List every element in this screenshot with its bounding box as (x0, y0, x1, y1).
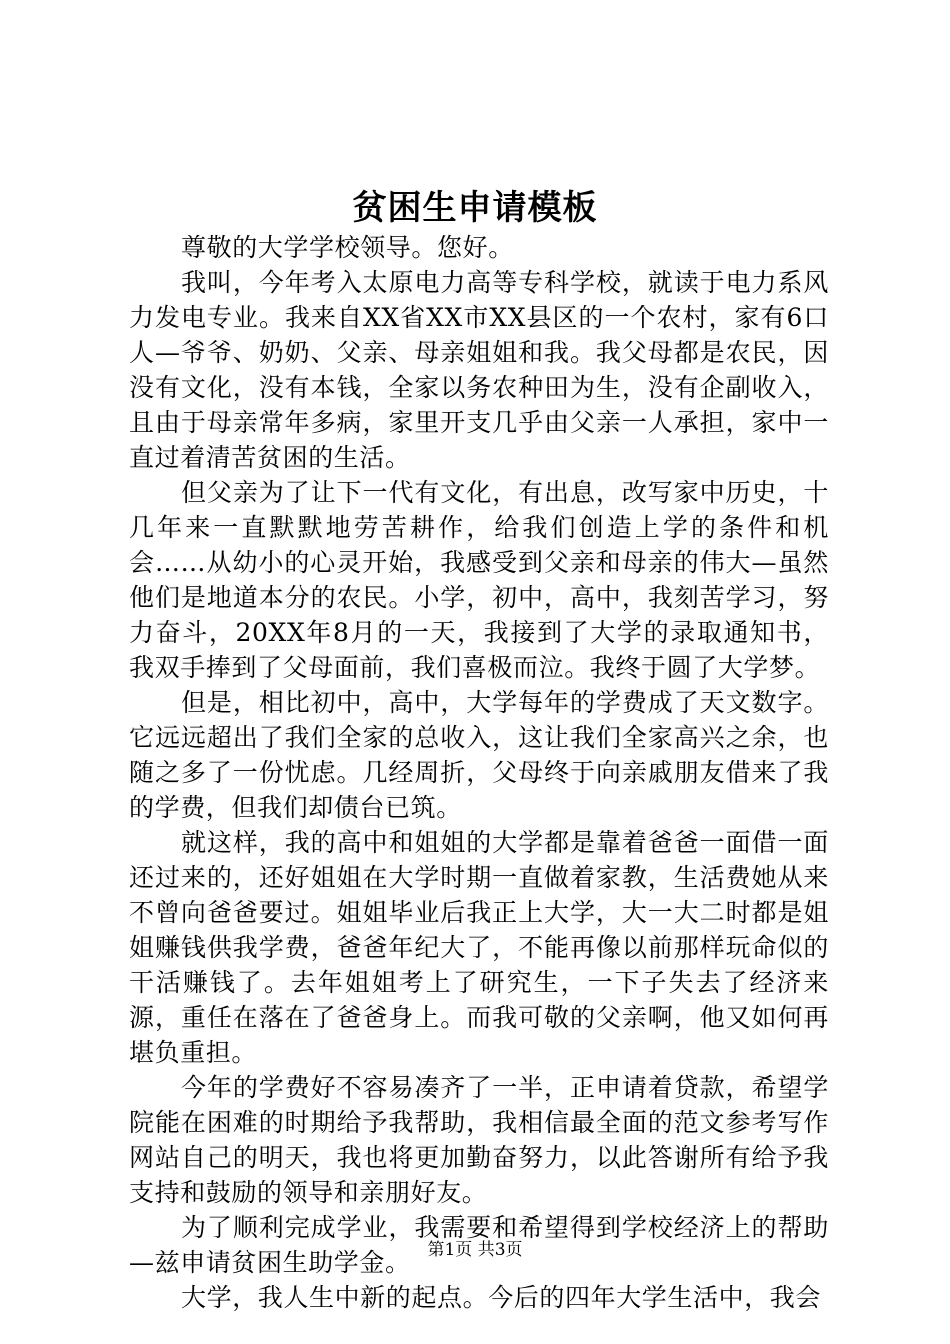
paragraph-application: 为了顺利完成学业，我需要和希望得到学校经济上的帮助—兹申请贫困生助学金。 (129, 1213, 829, 1277)
paragraph-family-background: 我叫，今年考入太原电力高等专科学校，就读于电力系风力发电专业。我来自XX省XX市XX县区的一个农村，家有6口人—爷爷、奶奶、父亲、母亲姐姐和我。我父母都是农民，因没有文化，没有本钱，全家以务农种田为生，没有企副收入，且由于母亲常年多病，家里开支几乎由父亲一人承担，家中一直过着清苦贫困的生活。 (129, 268, 829, 472)
document-body (129, 230, 829, 1315)
paragraph-greeting: 尊敬的大学学校领导。您好。 (181, 233, 514, 262)
paragraph-tuition-burden: 但是，相比初中，高中，大学每年的学费成了天文数字。它远远超出了我们全家的总收入，这让我们全家高兴之余，也随之多了一份忧虑。几经周折，父母终于向亲戚朋友借来了我的学费，但我们却债台已筑。 (129, 688, 829, 822)
page-number-footer: 第1页 共3页 (427, 1240, 523, 1260)
paragraph-new-start: 大学，我人生中新的起点。今后的四年大学生活中，我会 (181, 1283, 822, 1312)
paragraph-father-effort: 但父亲为了让下一代有文化，有出息，改写家中历史，十几年来一直默默地劳苦耕作，给我们创造上学的条件和机会……从幼小的心灵开始，我感受到父亲和母亲的伟大—虽然他们是地道本分的农民。小学，初中，高中，我刻苦学习，努力奋斗，20XX年8月的一天，我接到了大学的录取通知书，我双手捧到了父母面前，我们喜极而泣。我终于圆了大学梦。 (129, 478, 829, 682)
paragraph-sister-support: 就这样，我的高中和姐姐的大学都是靠着爸爸一面借一面还过来的，还好姐姐在大学时期一直做着家教，生活费她从来不曾向爸爸要过。姐姐毕业后我正上大学，大一大二时都是姐姐赚钱供我学费，爸爸年纪大了，不能再像以前那样玩命似的干活赚钱了。去年姐姐考上了研究生，一下子失去了经济来源，重任在落在了爸爸身上。而我可敬的父亲啊，他又如何再堪负重担。 (129, 828, 829, 1067)
paragraph-request-help: 今年的学费好不容易凑齐了一半，正申请着贷款，希望学院能在困难的时期给予我帮助，我相信最全面的范文参考写作网站自己的明天，我也将更加勤奋努力，以此答谢所有给予我支持和鼓励的领导和亲朋好友。 (129, 1073, 829, 1207)
document-title: 贫困生申请模板 (352, 188, 598, 228)
